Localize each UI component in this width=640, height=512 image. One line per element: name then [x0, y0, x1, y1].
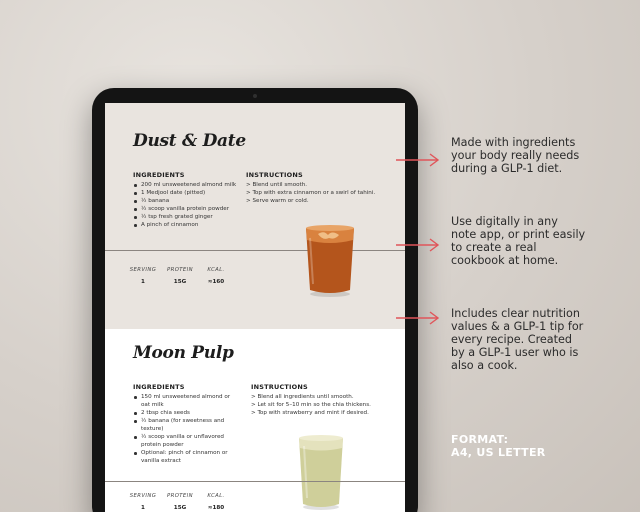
ingredients-list	[133, 181, 241, 229]
list-item: ½ banana (for sweetness and texture)	[133, 417, 235, 433]
arrow-right-icon	[396, 310, 442, 326]
nutrition-kcal	[196, 267, 236, 285]
list-item: ½ scoop vanilla protein powder	[133, 205, 241, 213]
list-item: > Let sit for 5–10 min so the chia thickens.	[251, 402, 371, 408]
feature-note-digital: Use digitally in any note app, or print easily to create a real cookbook at home.	[451, 215, 586, 267]
nutrition-serving	[123, 267, 163, 285]
list-item: 1 Medjool date (pitted)	[133, 189, 241, 197]
format-info	[451, 433, 546, 459]
list-item: Optional: pinch of cinnamon or vanilla extract	[133, 449, 235, 465]
smoothie-glass-icon	[300, 220, 360, 300]
nutrition-label: SERVING	[129, 493, 157, 499]
instructions-heading: INSTRUCTIONS	[246, 171, 303, 179]
nutrition-label: SERVING	[129, 267, 157, 273]
arrow-right-icon	[396, 237, 442, 253]
recipe-title: Moon Pulp	[133, 343, 234, 363]
list-item: > Serve warm or cold.	[246, 198, 309, 204]
nutrition-value: 1	[141, 279, 145, 285]
list-item: > Top with strawberry and mint if desired.	[251, 410, 369, 416]
nutrition-label: KCAL.	[207, 267, 225, 273]
list-item: ½ tsp fresh grated ginger	[133, 213, 241, 221]
divider	[105, 481, 405, 482]
feature-note-ingredients: Made with ingredients your body really needs during a GLP-1 diet.	[451, 136, 580, 175]
instructions-list	[246, 181, 394, 205]
divider	[105, 250, 405, 251]
ingredients-heading: INGREDIENTS	[133, 383, 185, 391]
nutrition-label: PROTEIN	[167, 493, 193, 499]
instructions-list	[251, 393, 401, 417]
recipe-card-dust-and-date	[105, 103, 405, 329]
nutrition-protein	[160, 267, 200, 285]
camera-dot	[253, 94, 257, 98]
nutrition-value: ≈160	[207, 279, 225, 285]
recipe-title: Dust & Date	[133, 131, 246, 151]
nutrition-label: PROTEIN	[167, 267, 193, 273]
arrow-right-icon	[396, 152, 442, 168]
moon-pulp-nutrition-strip	[105, 481, 405, 512]
ingredients-list	[133, 393, 235, 465]
feature-note-nutrition: Includes clear nutrition values & a GLP-1 tip for every recipe. Created by a GLP-1 user who is also a cook.	[451, 307, 584, 372]
nutrition-value: 15G	[173, 279, 187, 285]
nutrition-protein	[160, 493, 200, 511]
ingredients-heading: INGREDIENTS	[133, 171, 185, 179]
tablet-device	[92, 88, 418, 512]
list-item: A pinch of cinnamon	[133, 221, 241, 229]
list-item: ½ banana	[133, 197, 241, 205]
format-label: FORMAT:	[451, 433, 509, 446]
nutrition-label: KCAL.	[207, 493, 225, 499]
instructions-heading: INSTRUCTIONS	[251, 383, 308, 391]
nutrition-kcal	[196, 493, 236, 511]
nutrition-serving	[123, 493, 163, 511]
list-item: 150 ml unsweetened almond or oat milk	[133, 393, 235, 409]
nutrition-value: 1	[141, 505, 145, 511]
nutrition-value: ≈180	[207, 505, 225, 511]
list-item: > Blend until smooth.	[246, 182, 308, 188]
list-item: 200 ml unsweetened almond milk	[133, 181, 241, 189]
format-value: A4, US LETTER	[451, 446, 546, 459]
tablet-screen[interactable]	[105, 103, 405, 512]
list-item: > Top with extra cinnamon or a swirl of tahini.	[246, 190, 376, 196]
list-item: > Blend all ingredients until smooth.	[251, 394, 354, 400]
nutrition-value: 15G	[173, 505, 187, 511]
list-item: ½ scoop vanilla or unflavored protein powder	[133, 433, 235, 449]
list-item: 2 tbsp chia seeds	[133, 409, 235, 417]
